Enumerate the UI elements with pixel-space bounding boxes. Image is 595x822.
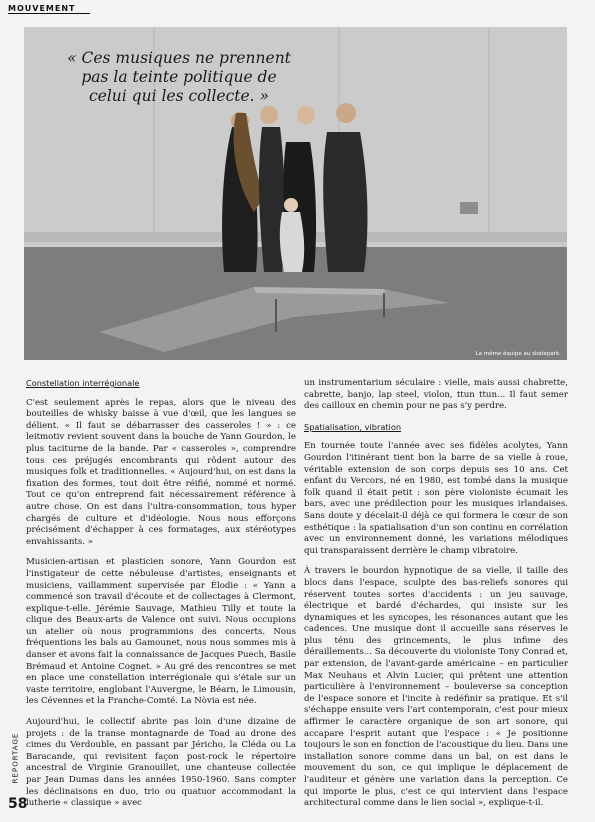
left-heading: Constellation interrégionale — [26, 378, 140, 388]
photo-caption: La même équipe au skatepark. — [475, 351, 561, 357]
page-number: 58 — [8, 796, 28, 812]
right-paragraph-0: un instrumentarium séculaire : vielle, mais aussi chabrette, cabrette, banjo, lap steel, violon, ttun ttun... Il faut semer des cailloux en chemin pour ne pas s'y perdre. — [304, 378, 568, 412]
left-column — [26, 378, 296, 819]
left-paragraph-2: Musicien-artisan et plasticien sonore, Yann Gourdon est l'instigateur de cette nébuleuse d'artistes, enseignants et musiciens, vaillamment supervisée par Élodie : « Yann a commencé son travail d'écoute et de collectages à Clermont, explique-t-elle. Jérémie Sauvage, Mathieu Tilly et toute la clique des Beaux-arts de Valence ont suivi. Nous occupions un atelier où nous programmions des concerts. Nous fréquentions les bals au Gamounet, nous nous sommes mis à danser et avons fait la connaissance de Jacques Puech, Basile Brémaud et Antoine Cognet. » Au gré des rencontres se met en place une constellation interrégionale qui s'étale sur un vaste territoire, englobant l'Auvergne, le Béarn, le Limousin, les Cévennes et la Franche-Comté. La Nòvia est née. — [26, 557, 296, 707]
right-paragraph-1: En tournée toute l'année avec ses fidèles acolytes, Yann Gourdon l'itinérant tient bon la barre de sa vielle à roue, véritable extension de son corps depuis ses 10 ans. Cet enfant du Vercors, né en 1980, est tombé dans la musique folk quand il était petit : son père violoniste écumait les bars, avec une prédilection pour les musiques irlandaises. Sans doute y décelait-il déjà ce qui formera le cœur de son esthétique : la spatialisation d'un son continu en corrélation avec un environnement donné, les variations mélodiques qui transparaissent derrière le champ vibratoire. — [304, 441, 568, 556]
right-paragraph-2: À travers le bourdon hypnotique de sa vielle, il taille des blocs dans l'espace, sculpte des bas-reliefs sonores qui réservent toutes sortes d'accidents : un jeu sauvage, électrique et bardé d'échardes, qui insiste sur les dynamiques et les syncopes, les résonances autant que les cadences. Une musique dont il accueille sans réserves le plus ténu des grincements, le plus infime des déraillements... Sa découverte du violoniste Tony Conrad et, par extension, de l'avant-garde américaine – en particulier Max Neuhaus et Alvin Lucier, qui prêtent une attention particulière à l'environnement – bouleverse sa conception de l'espace sonore et l'incite à redéfinir sa pratique. Et s'il s'échappe ensuite vers l'art contemporain, c'est pour mieux affirmer le caractère organique de son art sonore, qui accapare l'esprit autant que l'espace : « Je positionne toujours le son en fonction de l'acoustique du lieu. Dans une installation sonore comme dans un bal, on est dans le mouvement du son, ce qui implique le déplacement de l'auditeur et génère une variation dans la perception. Ce qui importe le plus, c'est ce qui intervient dans l'espace architectural comme dans le lien social », explique-t-il. — [304, 566, 568, 809]
left-paragraph-1: C'est seulement après le repas, alors que le niveau des bouteilles de whisky baisse à vue d'œil, que les langues se délient. « Il faut se débarrasser des casseroles ! » : ce leitmotiv revient souvent dans la bouche de Yann Gourdon, le plus taciturne de la bande. Par « casseroles », comprendre tous ces préjugés encombrants qui rôdent autour des musiques folk et traditionnelles. « Aujourd'hui, on est dans la fixation des formes, tout doit être réifié, nommé et normé. Tout ce qu'on entreprend fait nécessairement référence à autre chose. On est dans l'ultra-consommation, tous hyper chargés de culture et d'idéologie. Nous nous efforçons précisément d'échapper à ces formatages, aux stéréotypes envahissants. » — [26, 397, 296, 547]
section-tag: MOUVEMENT — [8, 4, 90, 14]
rubric-label: REPORTAGE — [11, 732, 20, 784]
photo — [24, 27, 567, 360]
left-paragraph-3: Aujourd'hui, le collectif abrite pas loin d'une dizaine de projets : de la transe montagnarde de Toad au drone des cimes du Verdouble, en passant par Jéricho, la Cléda ou La Baracande, qui revisitent façon post-rock le répertoire ancestral de Virginie Granouillet, une chanteuse collectée par Jean Dumas dans les années 1950-1960. Sans compter les déclinaisons en duo, trio ou quatuor accommodant la lutherie « classique » avec — [26, 717, 296, 809]
folio — [8, 714, 28, 814]
pull-quote: « Ces musiques ne prennent pas la teinte politique de celui qui les collecte. » — [67, 49, 291, 105]
right-column — [304, 378, 568, 819]
right-heading: Spatialisation, vibration — [304, 421, 402, 432]
